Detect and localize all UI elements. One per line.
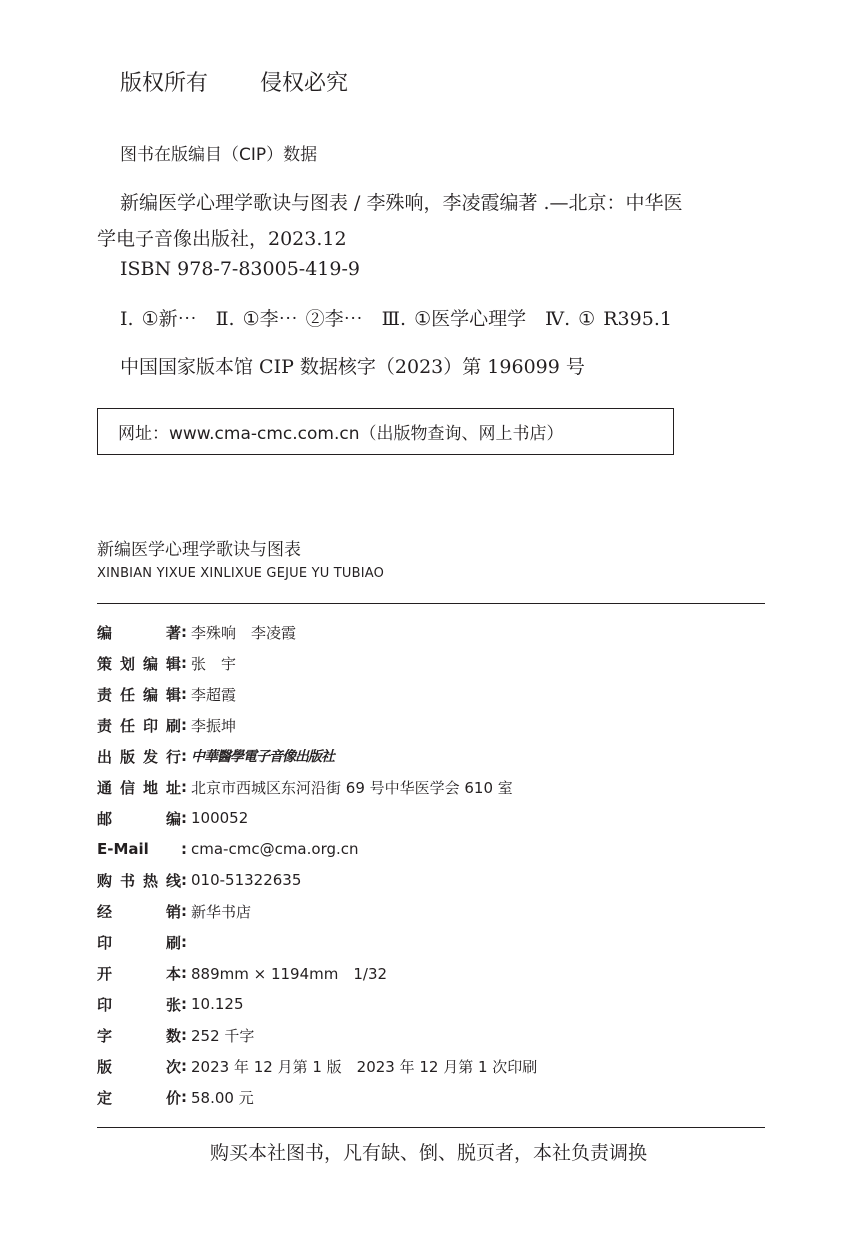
return-policy-notice: 购买本社图书，凡有缺、倒、脱页者，本社负责调换 [209, 1142, 647, 1164]
info-label: 策划编辑 [97, 654, 181, 673]
info-value: 889mm × 1194mm 1/32 [191, 964, 388, 983]
divider-bottom [97, 1127, 765, 1128]
info-value: 252 千字 [191, 1026, 255, 1045]
info-label: 邮编 [97, 809, 181, 828]
info-row-print-supervisor [97, 714, 236, 736]
info-label: 经销 [97, 902, 181, 921]
info-colon: : [181, 623, 187, 641]
info-row-author [97, 621, 296, 643]
info-row-postcode [97, 807, 248, 829]
info-label: 字数 [97, 1026, 181, 1045]
info-colon: : [181, 1057, 187, 1075]
website-text: 网址：www.cma-cmc.com.cn（出版物查询、网上书店） [118, 424, 564, 444]
cip-verification-number: 中国国家版本馆 CIP 数据核字（2023）第 196099 号 [120, 356, 585, 378]
info-label: 编著 [97, 623, 181, 642]
info-row-hotline [97, 869, 301, 891]
info-colon: : [181, 840, 187, 858]
info-label: E-Mail [97, 840, 149, 858]
info-value: 新华书店 [191, 902, 252, 921]
infringement-text: 侵权必究 [260, 71, 349, 96]
website-box [97, 408, 674, 455]
info-colon: : [181, 871, 187, 889]
info-row-publisher [97, 745, 334, 767]
info-value: 2023 年 12 月第 1 版 2023 年 12 月第 1 次印刷 [191, 1057, 538, 1076]
info-value: 10.125 [191, 995, 244, 1013]
cip-entry-line2: 学电子音像出版社，2023.12 [97, 228, 347, 250]
info-row-word-count [97, 1024, 254, 1046]
cip-entry-line1: 新编医学心理学歌诀与图表 / 李殊响，李凌霞编著 .—北京：中华医 [120, 192, 683, 214]
info-colon: : [181, 654, 187, 672]
info-label: 责任编辑 [97, 685, 181, 704]
info-label: 版次 [97, 1057, 181, 1076]
info-colon: : [181, 809, 187, 827]
info-row-address [97, 776, 513, 798]
book-title-pinyin: XINBIAN YIXUE XINLIXUE GEJUE YU TUBIAO [97, 566, 385, 581]
divider-top [97, 603, 765, 604]
info-label: 开本 [97, 964, 181, 983]
info-value: 北京市西城区东河沿街 69 号中华医学会 610 室 [191, 778, 513, 797]
info-row-edition [97, 1055, 537, 1077]
info-value: 100052 [191, 809, 249, 827]
info-label: 责任印刷 [97, 716, 181, 735]
info-label: 印刷 [97, 933, 181, 952]
info-colon: : [181, 902, 187, 920]
classification-numbers: Ⅰ. ①新⋯ Ⅱ. ①李⋯ ②李⋯ Ⅲ. ①医学心理学 Ⅳ. ① R395.1 [120, 308, 672, 330]
info-value: 010-51322635 [191, 871, 302, 889]
publisher-logo-text: 中華醫學電子音像出版社 [191, 749, 334, 765]
info-colon: : [181, 995, 187, 1013]
info-label: 印张 [97, 995, 181, 1014]
info-value: 58.00 元 [191, 1088, 254, 1107]
info-row-printer [97, 931, 191, 953]
copyright-text: 版权所有 [120, 71, 209, 96]
info-colon: : [181, 778, 187, 796]
info-row-price [97, 1086, 254, 1108]
info-value: cma-cmc@cma.org.cn [191, 840, 359, 858]
info-colon: : [181, 685, 187, 703]
info-colon: : [181, 964, 187, 982]
cip-heading: 图书在版编目（CIP）数据 [120, 145, 318, 165]
book-title: 新编医学心理学歌诀与图表 [97, 540, 301, 560]
info-value: 张 宇 [191, 654, 237, 673]
info-value: 李振坤 [191, 716, 237, 735]
info-value: 李超霞 [191, 685, 237, 704]
isbn: ISBN 978-7-83005-419-9 [120, 258, 360, 280]
info-colon: : [181, 716, 187, 734]
copyright-notice [120, 66, 348, 97]
info-row-email [97, 838, 359, 860]
info-colon: : [181, 1088, 187, 1106]
info-label: 出版发行 [97, 747, 181, 766]
info-label: 通信地址 [97, 778, 181, 797]
info-row-responsible-editor [97, 683, 236, 705]
info-colon: : [181, 933, 187, 951]
info-label: 定价 [97, 1088, 181, 1107]
info-colon: : [181, 747, 187, 765]
info-label: 购书热线 [97, 871, 181, 890]
info-colon: : [181, 1026, 187, 1044]
info-row-format [97, 962, 387, 984]
info-value: 李殊响 李凌霞 [191, 623, 297, 642]
info-row-distributor [97, 900, 251, 922]
info-row-sheets [97, 993, 244, 1015]
info-row-planning-editor [97, 652, 236, 674]
